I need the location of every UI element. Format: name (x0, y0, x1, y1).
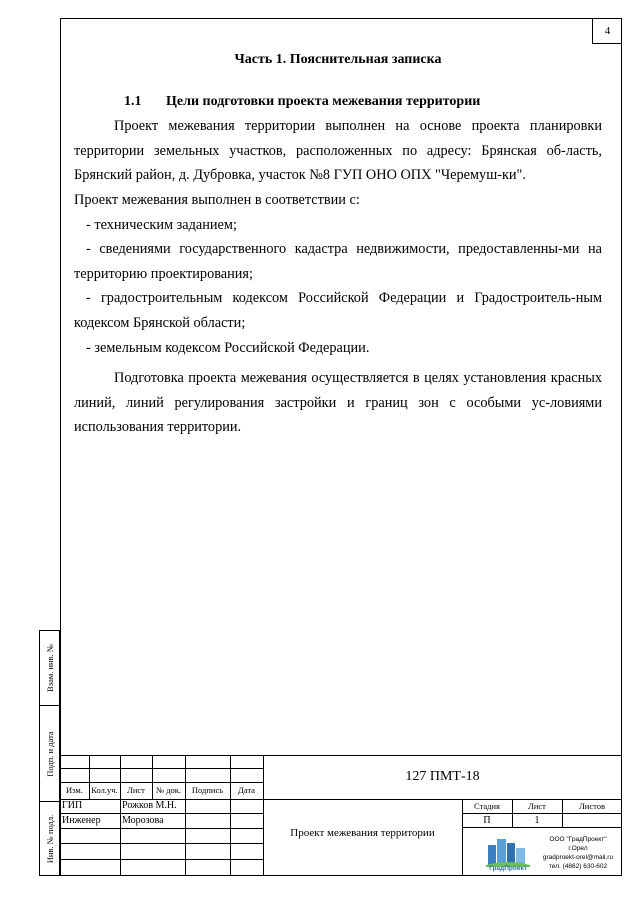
role-engineer: Инженер (62, 815, 101, 826)
project-name: Проект межевания территории (290, 827, 435, 839)
header-izm: Изм. (66, 785, 83, 795)
paragraph-3: Подготовка проекта межевания осуществляется в целях установления красных линий, линий регулирования застройки и границ зон с особыми ус-ловиями использования территории. (74, 370, 602, 436)
company-city: г.Орел (568, 845, 588, 852)
part-title: Часть 1. Пояснительная записка (234, 52, 442, 67)
side-label-inv: Инв. № подл. (44, 814, 55, 863)
sheets-header: Листов (579, 801, 605, 811)
header-doc-no: № док. (155, 785, 182, 795)
section-title (74, 90, 602, 115)
logo-text: ГрадПроект (489, 865, 527, 872)
name-engineer: Морозова (122, 815, 164, 826)
side-label-vzam: Взам. инв. № (44, 644, 55, 692)
side-label-podp: Подп. и дата (44, 730, 55, 777)
company-info (534, 835, 622, 871)
stage-value: П (483, 815, 491, 826)
company-logo (484, 835, 532, 873)
company-phone: тел. (4862) 630-602 (548, 863, 608, 870)
name-gip: Рожков М.Н. (122, 800, 177, 811)
document-code: 127 ПМТ-18 (405, 769, 480, 784)
paragraph-2: Проект межевания выполнен в соответствии с: (74, 191, 360, 208)
side-inv-podl (39, 802, 60, 876)
sheet-header: Лист (528, 801, 546, 811)
side-vzam-inv (39, 630, 60, 706)
list-item-3: - градостроительным кодексом Российской Федерации и Градостроитель-ным кодексом Брянской области; (74, 290, 602, 331)
section-title-text: Цели подготовки проекта межевания территории (166, 93, 481, 109)
sheet-value: 1 (534, 815, 540, 826)
header-signature: Подпись (191, 785, 224, 795)
side-podp-data (39, 706, 60, 802)
list-item-2: - сведениями государственного кадастра недвижимости, предоставленны-ми на территорию проектирования; (74, 241, 602, 282)
section-number: 1.1 (124, 93, 142, 109)
header-date: Дата (238, 785, 255, 795)
stage-header: Стадия (474, 801, 500, 811)
company-name: ООО "ГрадПроект" (549, 836, 607, 843)
paragraph-1: Проект межевания территории выполнен на основе проекта планировки территории земельных участков, расположенных по адресу: Брянская об-ласть, Брянский район, д. Дубровка, участок №8 ГУП ОНО ОПХ "Черемуш-ки". (74, 118, 602, 184)
header-kol-uch: Кол.уч. (91, 785, 118, 795)
list-item-1: - техническим заданием; (86, 216, 237, 233)
title-block (60, 755, 622, 876)
header-list: Лист (127, 785, 145, 795)
page-number: 4 (592, 18, 622, 44)
list-item-4: - земельным кодексом Российской Федерации. (86, 339, 370, 356)
company-email: gradproekt-orel@mail.ru (542, 854, 614, 861)
document-body (74, 48, 602, 440)
role-gip: ГИП (62, 800, 83, 811)
